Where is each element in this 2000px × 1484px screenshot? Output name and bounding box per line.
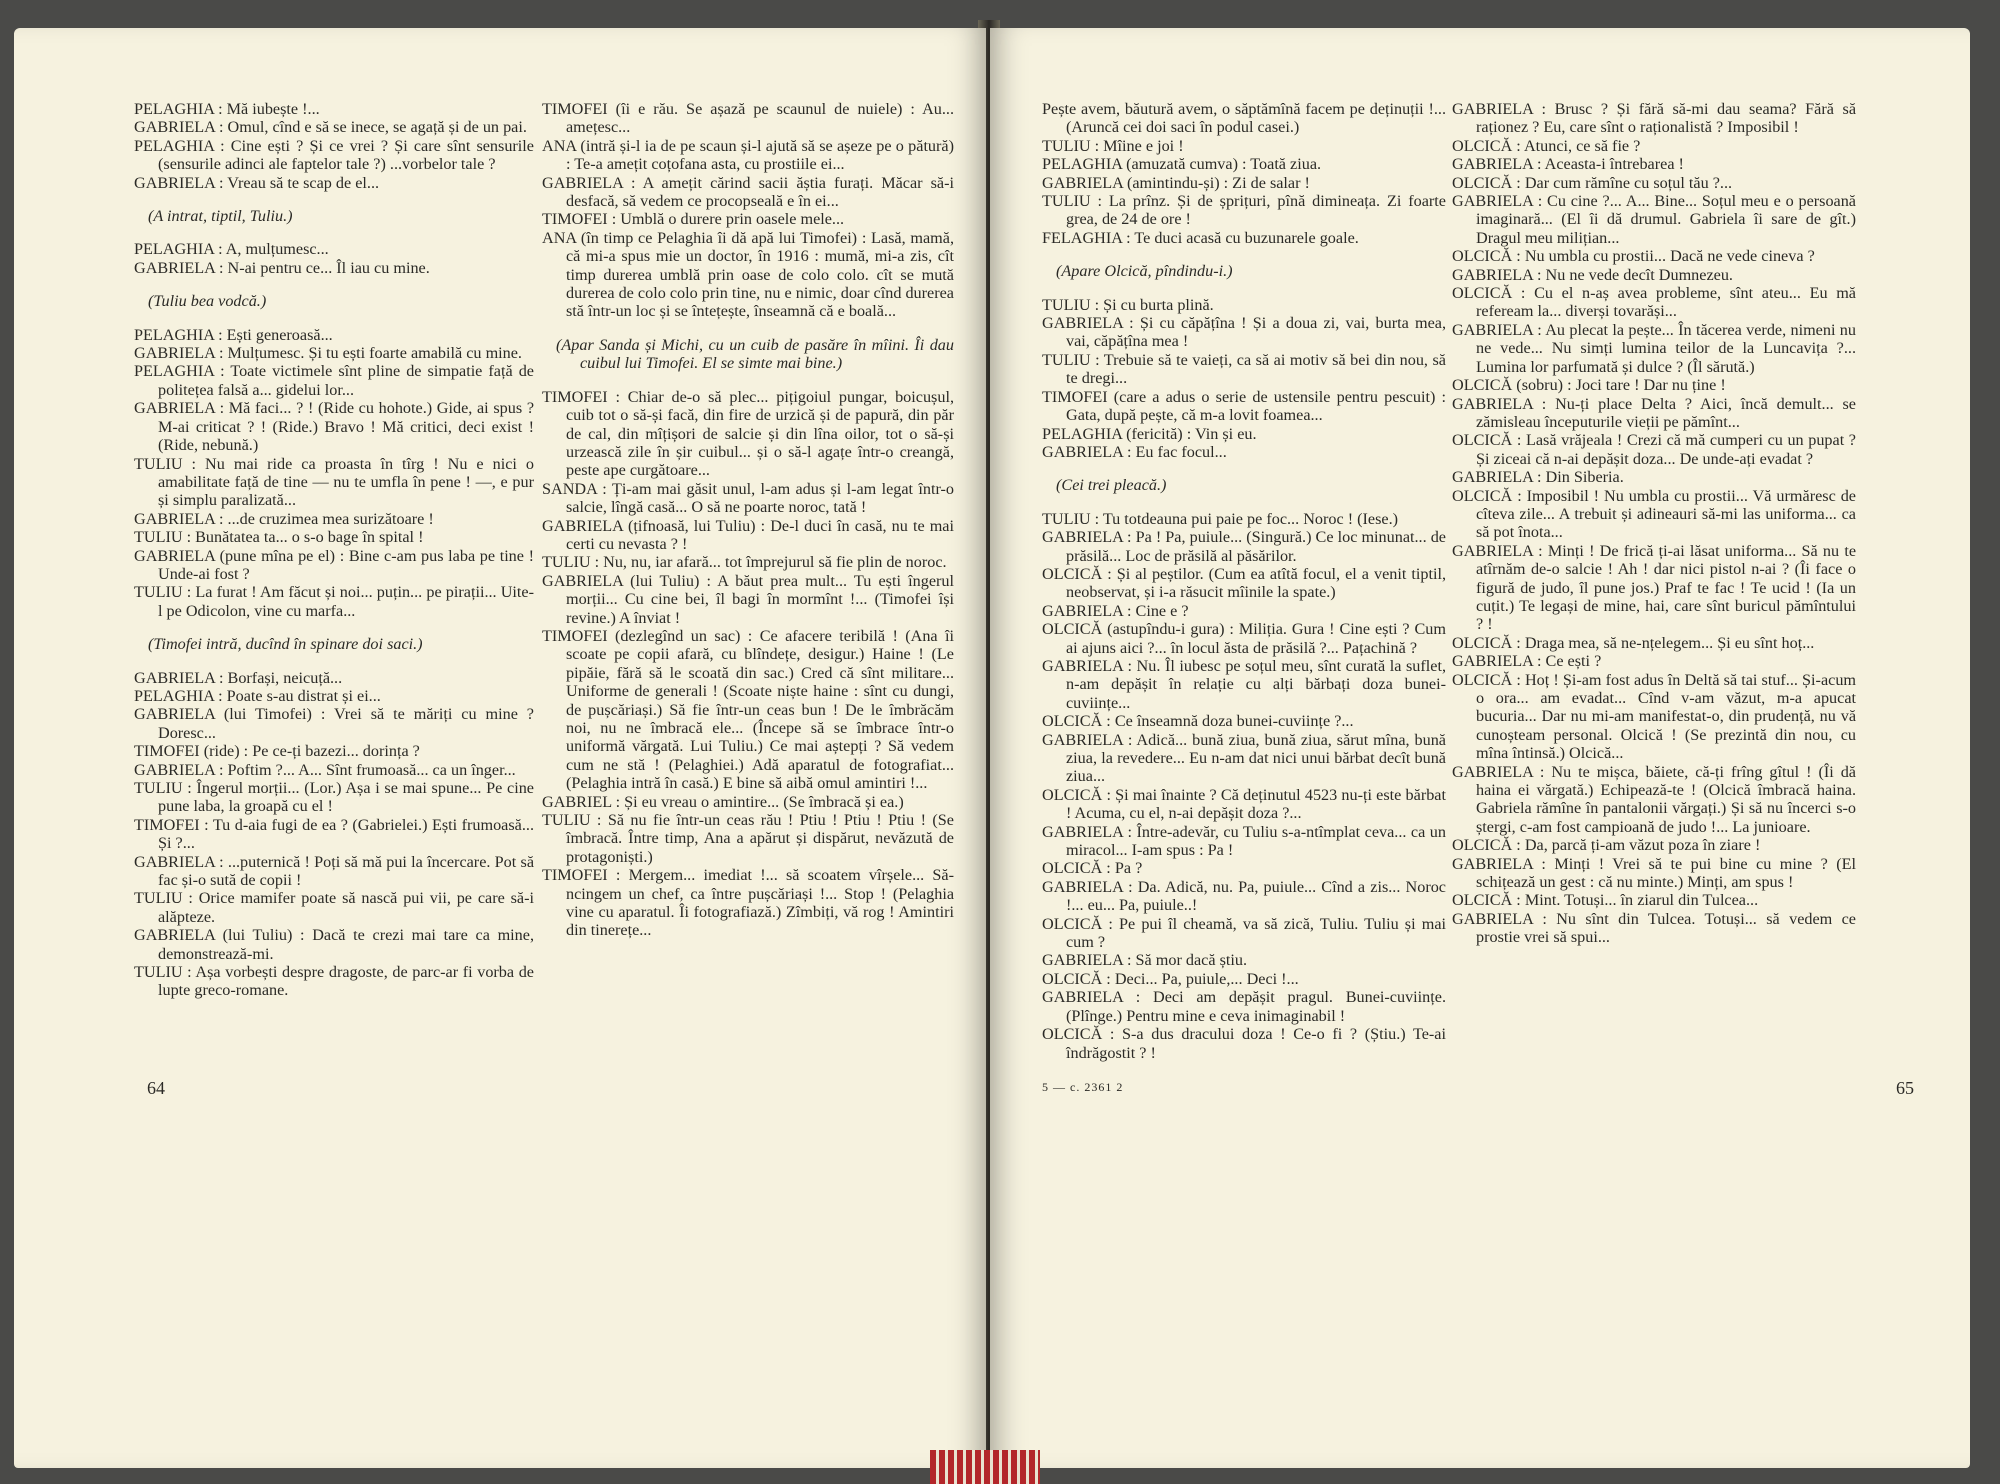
dialogue-line: TULIU : Îngerul morții... (Lor.) Așa i se mai spune... Pe cine pune laba, la groapă cu el ! [134,779,534,816]
dialogue-line: GABRIELA : Cine e ? [1042,601,1189,620]
dialogue-line: OLCICĂ : S-a dus dracului doza ! Ce-o fi ? (Știu.) Te-ai îndrăgostit ? ! [1042,1025,1446,1062]
text-column [134,100,534,1000]
dialogue-line: TIMOFEI (îi e rău. Se așază pe scaunul de nuiele) : Au... amețesc... [542,100,954,137]
dialogue-line: OLCICĂ : Pa ? [1042,859,1143,878]
left-page [14,28,986,1468]
dialogue-line: TIMOFEI : Umblă o durere prin oasele mele... [542,210,845,229]
dialogue-line: PELAGHIA (fericită) : Vin și eu. [1042,424,1257,443]
stage-direction: (Tuliu bea vodcă.) [148,292,267,311]
dialogue-line: OLCICĂ (sobru) : Joci tare ! Dar nu ține ! [1452,376,1726,395]
dialogue-line: GABRIEL : Și eu vreau o amintire... (Se îmbracă și ea.) [542,792,904,811]
dialogue-line: TULIU : La prînz. Și de șprițuri, pînă dimineața. Zi foarte grea, de 24 de ore ! [1042,192,1446,229]
dialogue-line: OLCICĂ : Cu el n-aș avea probleme, sînt ateu... Eu mă refeream la... diverși tovarăși... [1452,284,1856,321]
dialogue-line: TULIU : Așa vorbești despre dragoste, de parc-ar fi vorba de lupte greco-romane. [134,963,534,1000]
dialogue-line: GABRIELA : Borfași, neicuță... [134,668,343,687]
dialogue-line: OLCICĂ : Imposibil ! Nu umbla cu prostii... Vă urmăresc de cîteva zile... A trebuit și adineauri să-mi las uniforma... ca să pot înota... [1452,486,1856,542]
dialogue-line: TIMOFEI : Tu d-aia fugi de ea ? (Gabrielei.) Ești frumoasă... Și ?... [134,815,534,853]
page-number: 65 [1896,1078,1914,1098]
dialogue-line: PELAGHIA : A, mulțumesc... [134,240,329,259]
dialogue-line: PELAGHIA : Ești generoasă... [134,325,333,344]
dialogue-line: GABRIELA : Nu. Îl iubesc pe soțul meu, sînt curată la suflet, n-am depășit în relație cu alți bărbați doza bunei-cuviințe... [1042,656,1446,712]
dialogue-line: GABRIELA : Nu te mișca, băiete, că-ți frîng gîtul ! (Îi dă haina ei vărgată.) Echipează-te ! (Olcică îmbracă haina. Gabriela rămîne în pantalonii vărgați.) Și să nu încerci s-o ștergi, c-am fost campioană de judo !... La junioare. [1452,762,1856,836]
dialogue-line: GABRIELA : Da. Adică, nu. Pa, puiule... Cînd a zis... Noroc !... eu... Pa, puiule..! [1042,877,1446,915]
stage-direction: (Cei trei pleacă.) [1056,476,1167,495]
dialogue-line: TULIU : La furat ! Am făcut și noi... puțin... pe pirații... Uite-l pe Odicolon, vine cu marfa... [134,583,534,620]
stage-direction: (A intrat, tiptil, Tuliu.) [148,207,293,226]
dialogue-line: GABRIELA : Nu-ți place Delta ? Aici, încă demult... se zămisleau începuturile vieții pe pămînt... [1452,394,1856,431]
stage-direction: (Apare Olcică, pîndindu-i.) [1056,262,1233,281]
dialogue-line: GABRIELA : Aceasta-i întrebarea ! [1452,155,1684,174]
text-column [1452,100,1856,947]
dialogue-line: OLCICĂ : Dar cum rămîne cu soțul tău ?... [1452,173,1733,192]
dialogue-line: GABRIELA : Au plecat la pește... În tăcerea verde, nimeni nu ne vede... Nu simți lumina teilor de la Luncavița ?... Lumina lor parfumată și dulce ? (Îl sărută.) [1452,320,1856,376]
dialogue-line: GABRIELA : Mă faci... ? ! (Ride cu hohote.) Gide, ai spus ? M-ai criticat ? ! (Ride.) Bravo ! Mă critici, deci exist ! (Ride, nebună.) [134,399,534,455]
dialogue-line: PELAGHIA (amuzată cumva) : Toată ziua. [1042,155,1322,174]
dialogue-line: OLCICĂ : Pe pui îl cheamă, va să zică, Tuliu. Tuliu și mai cum ? [1042,914,1446,952]
dialogue-line: OLCICĂ : Lasă vrăjeala ! Crezi că mă cumperi cu un pupat ? Și ziceai că n-ai depășit doza... De unde-ați evadat ? [1452,431,1856,468]
dialogue-line: GABRIELA (lui Timofei) : Vrei să te măriți cu mine ? Doresc... [134,705,534,742]
dialogue-line: GABRIELA : Pa ! Pa, puiule... (Singură.) Ce loc minunat... de prăsilă... Loc de prăsilă al păsărilor. [1042,528,1446,565]
dialogue-line: TULIU : Mîine e joi ! [1042,136,1184,155]
dialogue-line: GABRIELA (țifnoasă, lui Tuliu) : De-l duci în casă, nu te mai certi cu nevasta ? ! [542,516,954,553]
right-page [990,28,1970,1468]
dialogue-line: SANDA : Ți-am mai găsit unul, l-am adus și l-am legat într-o salcie, lîngă casă... O să ne poarte noroc, tată ! [542,479,954,517]
dialogue-line: TIMOFEI : Chiar de-o să plec... pițigoiul pungar, boicușul, cuib tot o să-și facă, din fire de urzică și de papură, din păr de cal, din mîțișori de salcie și din lîna oilor, tot o să-și urzească zile în șir cuibul... și o să-l agațe într-o creangă, peste ape curgătoare... [542,387,954,480]
dialogue-line: OLCICĂ : Hoț ! Și-am fost adus în Deltă să tai stuf... Și-acum o ora... am evadat... Cînd v-am văzut, m-a apucat bucuria... Dar nu mi-am manifestat-o, din prudență, nu vă cunoșteam personal. Olcică ! (Se prezintă din nou, cu mîna întinsă.) Olcică... [1452,670,1856,763]
dialogue-line: GABRIELA : Nu sînt din Tulcea. Totuși... să vedem ce prostie vrei să spui... [1452,909,1856,947]
dialogue-line: OLCICĂ : Deci... Pa, puiule,... Deci !... [1042,969,1299,988]
dialogue-line: TULIU : Nu, nu, iar afară... tot împrejurul să fie plin de noroc. [542,553,947,572]
stage-direction: (Apar Sanda și Michi, cu un cuib de pasăre în mîini. Îi dau cuibul lui Timofei. El se simte mai bine.) [556,335,954,373]
dialogue-line: ANA (intră și-l ia de pe scaun și-l ajută să se așeze pe o pătură) : Te-a amețit coțofana asta, cu prostiile ei... [542,136,954,174]
dialogue-line: OLCICĂ : Atunci, ce să fie ? [1452,136,1641,155]
dialogue-line: TULIU : Să nu fie într-un ceas rău ! Ptiu ! Ptiu ! Ptiu ! (Se îmbracă. Între timp, Ana a apărut și dispărut, nevăzută de protagoniști.) [542,811,954,866]
dialogue-line: GABRIELA : Minți ! Vrei să te pui bine cu mine ? (El schițează un gest : că nu minte.) Minți, am spus ! [1452,854,1856,892]
dialogue-line: GABRIELA : Vreau să te scap de el... [134,173,380,192]
dialogue-line: TULIU : Nu mai ride ca proasta în tîrg ! Nu e nici o amabilitate față de tine — nu te umfla în pene ! —, e pur și simplu paralizată... [134,454,534,510]
dialogue-line: OLCICĂ : Mint. Totuși... în ziarul din Tulcea... [1452,891,1759,910]
dialogue-line: GABRIELA : Brusc ? Și fără să-mi dau seama? Fără să raționez ? Eu, care sînt o raționalistă ? Imposibil ! [1452,100,1856,137]
page-number: 64 [147,1078,165,1098]
dialogue-line: TIMOFEI (ride) : Pe ce-ți bazezi... dorința ? [134,742,420,761]
printer-signature: 5 — c. 2361 2 [1042,1080,1124,1094]
dialogue-line: GABRIELA : Adică... bună ziua, bună ziua, sărut mîna, bună ziua, la revedere... Eu n-am dat nici unui bărbat decît bună ziua... [1042,730,1446,786]
dialogue-line: FELAGHIA : Te duci acasă cu buzunarele goale. [1042,228,1359,247]
dialogue-line: PELAGHIA : Toate victimele sînt pline de simpatie față de politețea falsă a... gidelui lor... [134,362,534,399]
dialogue-line: GABRIELA (amintindu-și) : Zi de salar ! [1042,173,1310,192]
dialogue-line: GABRIELA : Mulțumesc. Și tu ești foarte amabilă cu mine. [134,344,522,363]
dialogue-line: PELAGHIA : Poate s-au distrat și ei... [134,686,381,705]
dialogue-line: GABRIELA : Omul, cînd e să se inece, se agață și de un pai. [134,118,527,137]
dialogue-line: OLCICĂ : Nu umbla cu prostii... Dacă ne vede cineva ? [1452,247,1815,266]
dialogue-line: GABRIELA (pune mîna pe el) : Bine c-am pus laba pe tine ! Unde-ai fost ? [134,546,534,583]
dialogue-line: OLCICĂ : Și mai înainte ? Că deținutul 4523 nu-ți este bărbat ! Acuma, cu el, n-ai depășit doza ?... [1042,785,1446,823]
stage-direction: (Timofei intră, ducînd în spinare doi saci.) [148,635,423,654]
dialogue-line: GABRIELA : Între-adevăr, cu Tuliu s-a-ntîmplat ceva... ca un miracol... I-am spus : Pa ! [1042,822,1446,860]
dialogue-line: TULIU : Și cu burta plină. [1042,295,1214,314]
dialogue-line: GABRIELA : Eu fac focul... [1042,442,1227,461]
dialogue-line: GABRIELA : ...puternică ! Poți să mă pui la încercare. Pot să fac și-o sută de copii ! [134,852,534,890]
dialogue-line: GABRIELA : Din Siberia. [1452,468,1624,487]
text-column [1042,100,1446,1062]
dialogue-line: GABRIELA : Și cu căpățîna ! Și a doua zi, vai, burta mea, vai, căpățîna mea ! [1042,314,1446,351]
dialogue-line: OLCICĂ : Da, parcă ți-am văzut poza în ziare ! [1452,836,1761,855]
dialogue-line: PELAGHIA : Mă iubește !... [134,100,320,118]
dialogue-line: GABRIELA : Să mor dacă știu. [1042,951,1248,970]
dialogue-line: GABRIELA : Ce ești ? [1452,652,1602,671]
dialogue-line: GABRIELA : N-ai pentru ce... Îl iau cu mine. [134,258,430,277]
dialogue-line: Pește avem, băutură avem, o săptămînă facem pe deținuții !... (Aruncă cei doi saci în podul casei.) [1042,100,1446,137]
dialogue-line: TULIU : Orice mamifer poate să nască pui vii, pe care să-i alăpteze. [134,889,534,926]
dialogue-line: TULIU : Tu totdeauna pui paie pe foc... Noroc ! (Iese.) [1042,509,1399,528]
dialogue-line: GABRIELA : Deci am depășit pragul. Bunei-cuviințe. (Plînge.) Pentru mine e ceva inimaginabil ! [1042,988,1446,1025]
dialogue-line: OLCICĂ : Și al peștilor. (Cum ea atîtă focul, el a venit tiptil, neobservat, și i-a răsucit mîinile la spate.) [1042,564,1446,602]
dialogue-line: TIMOFEI (care a adus o serie de ustensile pentru pescuit) : Gata, după pește, că m-a lovit foamea... [1042,387,1446,425]
dialogue-line: TIMOFEI : Mergem... imediat !... să scoatem vîrșele... Să-ncingem un chef, ca între pușcăriași !... Stop ! (Pelaghia vine cu aparatul. Îi fotografiază.) Zîmbiți, vă rog ! Amintiri din tinerețe... [542,866,954,940]
dialogue-line: OLCICĂ (astupîndu-i gura) : Miliția. Gura ! Cine ești ? Cum ai ajuns aici ?... în locul ăsta de prăsilă ?... Pațachină ? [1042,620,1446,657]
dialogue-line: TULIU : Trebuie să te vaieți, ca să ai motiv să bei din nou, să te dregi... [1042,350,1446,388]
dialogue-line: GABRIELA : Minți ! De frică ți-ai lăsat uniforma... Să nu te atîrnăm de-o salcie ! Ah ! dar nici pistol n-ai ? (Îi face o figură de judo, îl pune jos.) Praf te fac ! Te ucid ! (Ia un cuțit.) Te legași de mine, hai, care sînt buricul pămîntului ? ! [1452,541,1856,634]
dialogue-line: GABRIELA : A amețit cărind sacii ăștia furați. Măcar să-i desfacă, să vedem ce procopseală e în ei... [542,173,954,211]
dialogue-line: GABRIELA : Poftim ?... A... Sînt frumoasă... ca un înger... [134,760,516,779]
dialogue-line: TIMOFEI (dezlegînd un sac) : Ce afacere teribilă ! (Ana îi scoate pe copii afară, cu blîndețe, desigur.) Haine ! (Le pipăie, fără să le scoată din sac.) Cred că sînt militare... Uniforme de generali ! (Scoate niște haine : sînt cu dungi, de pușcăriași.) Să fie într-un ceas bun ! De le îmbrăcăm noi, nu ne îmbracă ele... (Începe să se îmbrace într-o uniformă vărgată. Lui Tuliu.) Ce mai aștepți ? Să vedem cum ne stă ! (Pelaghiei.) Adă aparatul de fotografiat... (Pelaghia intră în casă.) E bine să aibă omul amintiri !... [542,626,954,793]
dialogue-line: ANA (în timp ce Pelaghia îi dă apă lui Timofei) : Lasă, mamă, că mi-a spus mie un doctor, în 1916 : mumă, mi-a zis, cît timp durerea umblă prin oase de colo colo. cît se mută durerea de colo colo prin tine, nu e nimic, doar cînd durerea stă într-un loc și se întețește, înseamnă că e boală... [542,228,954,321]
text-column [542,100,954,940]
dialogue-line: GABRIELA (lui Tuliu) : A băut prea mult... Tu ești îngerul morții... Cu cine bei, îl bagi în mormînt !... (Timofei își revine.) A înviat ! [542,571,954,627]
dialogue-line: GABRIELA : ...de cruzimea mea surizătoare ! [134,509,434,528]
bookmark-ribbon [930,1450,1040,1484]
dialogue-line: TULIU : Bunătatea ta... o s-o bage în spital ! [134,528,424,547]
dialogue-line: GABRIELA (lui Tuliu) : Dacă te crezi mai tare ca mine, demonstrează-mi. [134,926,534,963]
dialogue-line: OLCICĂ : Draga mea, să ne-nțelegem... Și eu sînt hoț... [1452,633,1815,652]
dialogue-line: OLCICĂ : Ce înseamnă doza bunei-cuviințe ?... [1042,712,1354,731]
dialogue-line: GABRIELA : Nu ne vede decît Dumnezeu. [1452,265,1733,284]
dialogue-line: GABRIELA : Cu cine ?... A... Bine... Soțul meu e o persoană imaginară... (El îi dă drumul. Gabriela îi sare de gît.) Dragul meu milițian... [1452,192,1856,247]
dialogue-line: PELAGHIA : Cine ești ? Și ce vrei ? Și care sînt sensurile (sensurile adinci ale faptelor tale ?) ...vorbelor tale ? [134,136,534,174]
